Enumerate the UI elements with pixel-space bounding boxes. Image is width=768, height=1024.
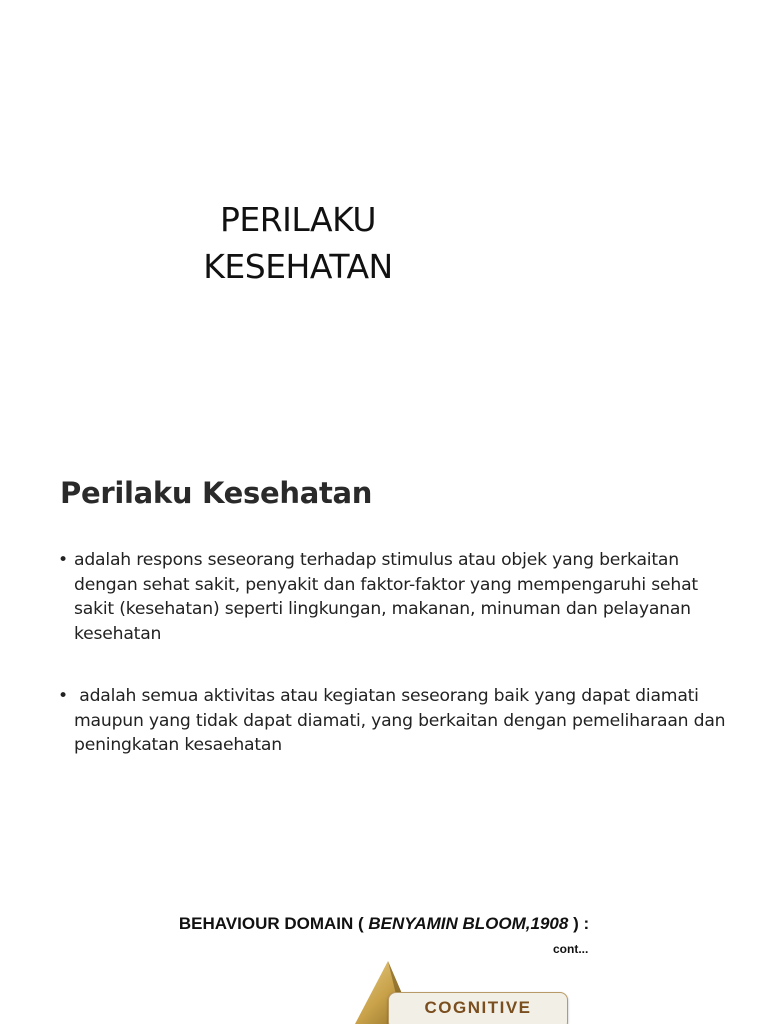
slide-behaviour-domain	[0, 864, 768, 1024]
heading-citation: BENYAMIN BLOOM,1908	[368, 914, 569, 933]
slide-definition	[0, 432, 768, 864]
bullet-icon: •	[58, 550, 68, 570]
pyramid-level-cognitive: COGNITIVE	[388, 992, 568, 1024]
bullet-item	[56, 684, 736, 758]
slide-title-heading	[150, 196, 446, 290]
bullet-icon: •	[58, 686, 68, 706]
bullet-text: adalah semua aktivitas atau kegiatan seseorang baik yang dapat diamati maupun yang tidak dapat diamati, yang berkaitan dengan pemeliharaan dan peningkatan kesaehatan	[74, 686, 731, 755]
bullet-item	[56, 548, 736, 646]
slide-title	[0, 0, 768, 432]
cont-label: cont...	[553, 942, 589, 956]
heading-suffix: ) :	[568, 914, 590, 933]
heading-prefix: BEHAVIOUR DOMAIN (	[178, 914, 369, 933]
bullet-text: adalah respons seseorang terhadap stimulus atau objek yang berkaitan dengan sehat sakit, penyakit dan faktor-faktor yang mempengaruhi sehat sakit (kesehatan) seperti lingkungan, makanan, minuman dan pelayanan kesehatan	[74, 550, 698, 644]
bullet-list	[56, 548, 736, 758]
slide-heading: Perilaku Kesehatan	[60, 476, 373, 510]
behaviour-domain-heading	[0, 914, 768, 934]
title-line-1: PERILAKU	[219, 200, 377, 239]
title-line-2: KESEHATAN	[203, 247, 393, 286]
